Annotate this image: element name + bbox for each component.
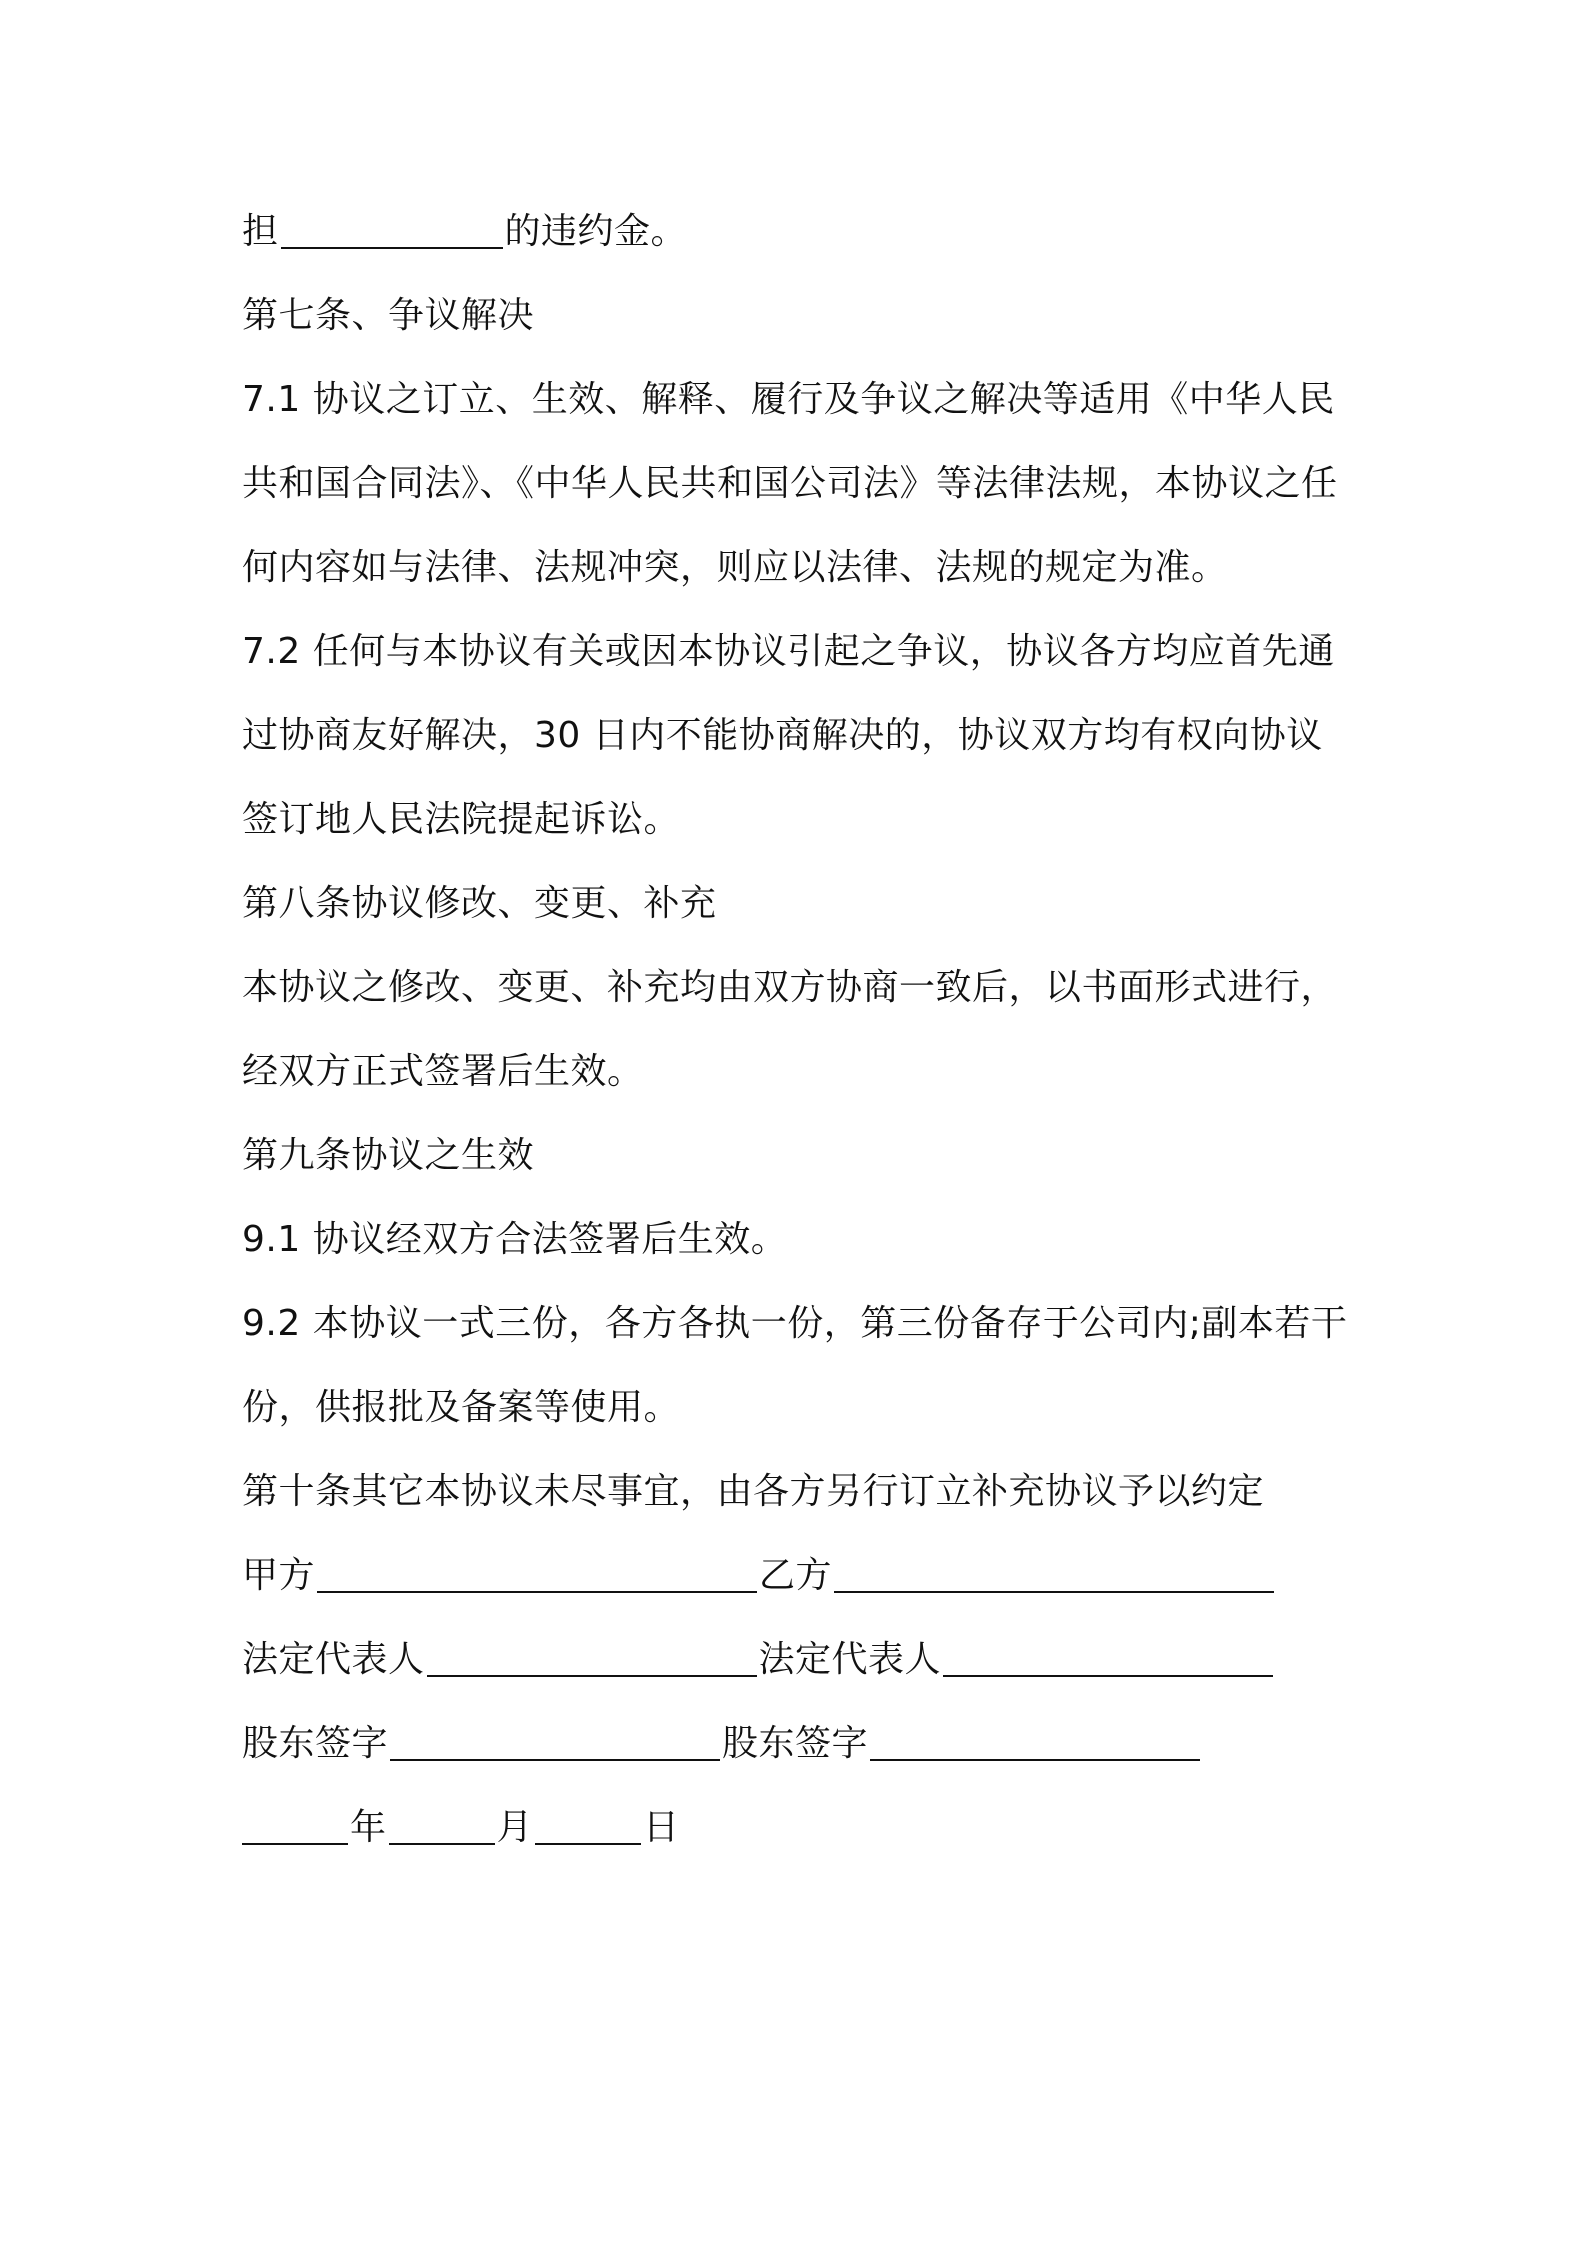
year-blank (242, 1799, 348, 1845)
article-7-heading: 第七条、争议解决 (242, 295, 535, 336)
year-label: 年 (350, 1807, 387, 1848)
shareholder-b-label: 股东签字 (722, 1723, 869, 1764)
article-8-line-2: 经双方正式签署后生效。 (242, 1051, 644, 1092)
legal-rep-a-blank (427, 1631, 757, 1677)
date-row (242, 1786, 1362, 1870)
document-page (242, 190, 1362, 1870)
shareholder-a-label: 股东签字 (242, 1723, 389, 1764)
article-8-heading: 第八条协议修改、变更、补充 (242, 883, 717, 924)
shareholder-signature-row (242, 1702, 1362, 1786)
penalty-amount-blank (281, 203, 503, 249)
clause-9-2-line-2: 份，供报批及备案等使用。 (242, 1387, 681, 1428)
clause-9-1: 9.1 协议经双方合法签署后生效。 (242, 1219, 788, 1260)
party-b-blank (834, 1547, 1274, 1593)
party-a-label: 甲方 (242, 1555, 316, 1596)
legal-rep-a-label: 法定代表人 (242, 1639, 425, 1680)
party-signature-row (242, 1534, 1362, 1618)
legal-rep-signature-row (242, 1618, 1362, 1702)
clause-9-2-line-1: 9.2 本协议一式三份，各方各执一份，第三份备存于公司内;副本若干 (242, 1303, 1348, 1344)
legal-rep-b-blank (943, 1631, 1273, 1677)
day-label: 日 (643, 1807, 680, 1848)
shareholder-a-blank (390, 1715, 720, 1761)
text-segment: 的违约金。 (504, 211, 688, 252)
clause-7-1-line-3: 何内容如与法律、法规冲突，则应以法律、法规的规定为准。 (242, 547, 1228, 588)
shareholder-b-blank (870, 1715, 1200, 1761)
article-9-heading: 第九条协议之生效 (242, 1135, 535, 1176)
clause-7-1-line-2: 共和国合同法》、《中华人民共和国公司法》等法律法规，本协议之任 (242, 463, 1338, 504)
month-label: 月 (496, 1807, 534, 1848)
party-a-blank (317, 1547, 757, 1593)
month-blank (389, 1799, 495, 1845)
clause-7-2-line-2: 过协商友好解决，30 日内不能协商解决的，协议双方均有权向协议 (242, 715, 1323, 756)
article-10: 第十条其它本协议未尽事宜，由各方另行订立补充协议予以约定 (242, 1471, 1265, 1512)
clause-7-2-line-3: 签订地人民法院提起诉讼。 (242, 799, 681, 840)
text-segment: 担 (242, 211, 279, 252)
article-8-line-1: 本协议之修改、变更、补充均由双方协商一致后，以书面形式进行， (242, 967, 1338, 1008)
clause-7-2-line-1: 7.2 任何与本协议有关或因本协议引起之争议，协议各方均应首先通 (242, 631, 1335, 672)
legal-rep-b-label: 法定代表人 (758, 1639, 942, 1680)
penalty-line (242, 190, 1362, 274)
day-blank (535, 1799, 641, 1845)
party-b-label: 乙方 (759, 1555, 833, 1596)
clause-7-1-line-1: 7.1 协议之订立、生效、解释、履行及争议之解决等适用《中华人民 (242, 379, 1335, 420)
